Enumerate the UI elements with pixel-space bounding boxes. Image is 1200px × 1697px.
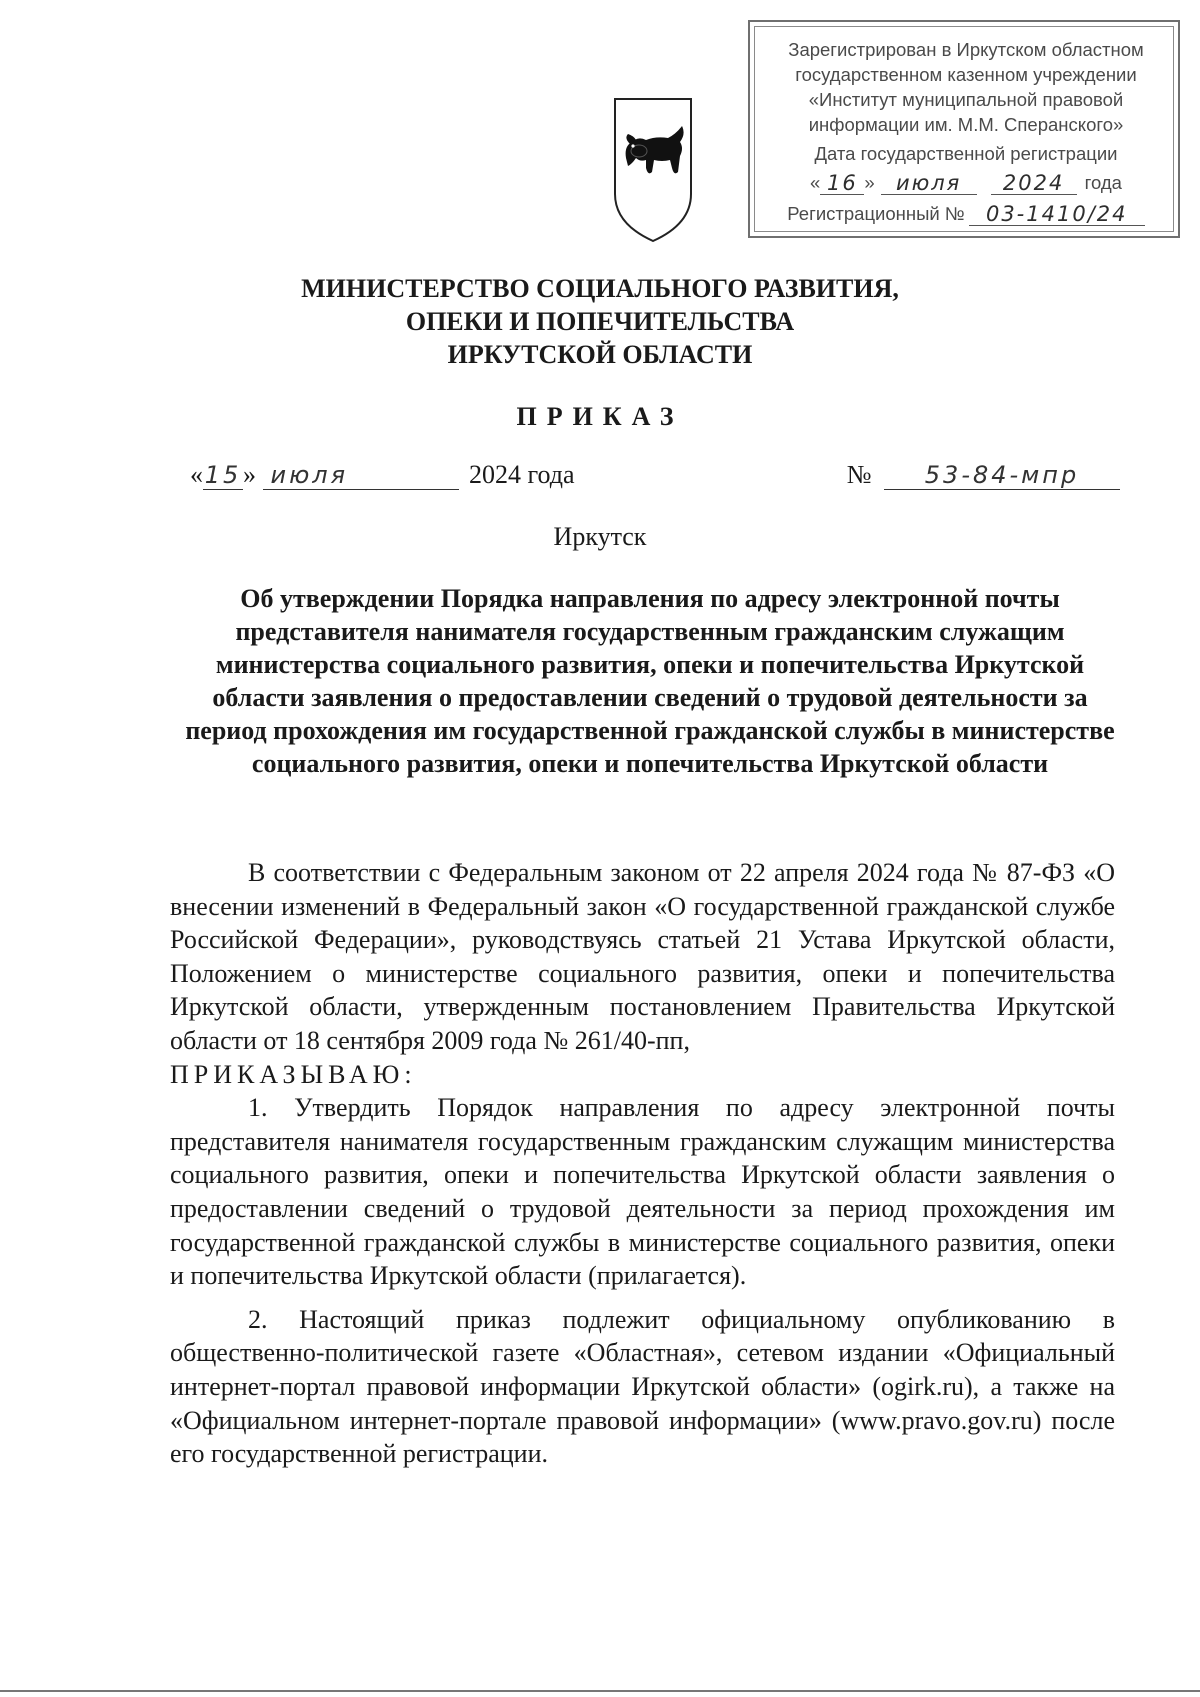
- ministry-line: МИНИСТЕРСТВО СОЦИАЛЬНОГО РАЗВИТИЯ,: [301, 274, 899, 303]
- number-value: 53-84-мпр: [884, 461, 1120, 490]
- stamp-line: Зарегистрирован в Иркутском областном: [788, 39, 1144, 60]
- stamp-date-day: 16: [820, 172, 864, 195]
- stamp-date-year: 2024: [991, 172, 1077, 195]
- stamp-reg-number: 03-1410/24: [969, 203, 1145, 226]
- ministry-line: ОПЕКИ И ПОПЕЧИТЕЛЬСТВА: [405, 307, 795, 336]
- stamp-line: Дата государственной регистрации: [814, 143, 1118, 164]
- stamp-line: государственном казенном учреждении: [795, 64, 1137, 85]
- command-word: ПРИКАЗЫВАЮ:: [170, 1059, 417, 1089]
- stamp-reg-label: Регистрационный №: [787, 203, 965, 224]
- date-open-quote: «: [190, 460, 203, 489]
- order-date: [190, 460, 575, 490]
- page-bottom-rule: [0, 1690, 1200, 1692]
- ministry-line: ИРКУТСКОЙ ОБЛАСТИ: [447, 340, 753, 369]
- stamp-date-month: июля: [881, 172, 977, 195]
- number-label: №: [846, 460, 872, 489]
- stamp-date-row: [767, 170, 1165, 195]
- stamp-line: информации им. М.М. Сперанского»: [808, 114, 1124, 135]
- date-month: июля: [263, 461, 459, 490]
- stamp-date-mid: »: [864, 172, 875, 193]
- date-number-line: [190, 460, 1120, 500]
- date-year: 2024 года: [469, 460, 575, 489]
- order-number: [847, 460, 1120, 490]
- stamp-line: «Институт муниципальной правовой: [808, 89, 1124, 110]
- item-1-paragraph: 1. Утвердить Порядок направления по адресу электронной почты представителя нанимателя государственным гражданским служащим министерства социального развития, опеки и попечительства Иркутской области заявления о предоставлении сведений о трудовой деятельности за период прохождения им государственной гражданской службы в министерстве социального развития, опеки и попечительства Иркутской области (прилагается).: [170, 1093, 1115, 1291]
- date-day: 15: [204, 461, 242, 489]
- order-title: ПРИКАЗ: [516, 402, 684, 431]
- preamble-paragraph: В соответствии с Федеральным законом от 22 апреля 2024 года № 87-ФЗ «О внесении изменений в Федеральный закон «О государственной гражданской службе Российской Федерации», руководствуясь статьей 21 Устава Иркутской области, Положением о министерстве социального развития, опеки и попечительства Иркутской области, утвержденным постановлением Правительства Иркутской области от 18 сентября 2009 года № 261/40-пп,: [170, 858, 1115, 1055]
- ministry-name: [0, 272, 1200, 371]
- city: Иркутск: [553, 522, 647, 551]
- stamp-date-open: «: [810, 172, 821, 193]
- registration-stamp: [748, 20, 1180, 238]
- document-heading: Об утверждении Порядка направления по адресу электронной почты представителя нанимателя государственным гражданским служащим министерства социального развития, опеки и попечительства Иркутской области заявления о предоставлении сведений о трудовой деятельности за период прохождения им государственной гражданской службы в министерстве социального развития, опеки и попечительства Иркутской области: [185, 584, 1115, 778]
- date-close-quote: »: [243, 460, 256, 489]
- coat-of-arms-icon: [612, 96, 694, 244]
- stamp-date-suffix: года: [1084, 172, 1122, 193]
- item-2-paragraph: 2. Настоящий приказ подлежит официальному опубликованию в общественно-политической газете «Областная», сетевом издании «Официальный интернет-портал правовой информации Иркутской области» (ogirk.ru), а также на «Официальном интернет-портале правовой информации» (www.pravo.gov.ru) после его государственной регистрации.: [170, 1304, 1115, 1469]
- document-body: [170, 856, 1115, 1471]
- stamp-reg-row: [767, 201, 1165, 226]
